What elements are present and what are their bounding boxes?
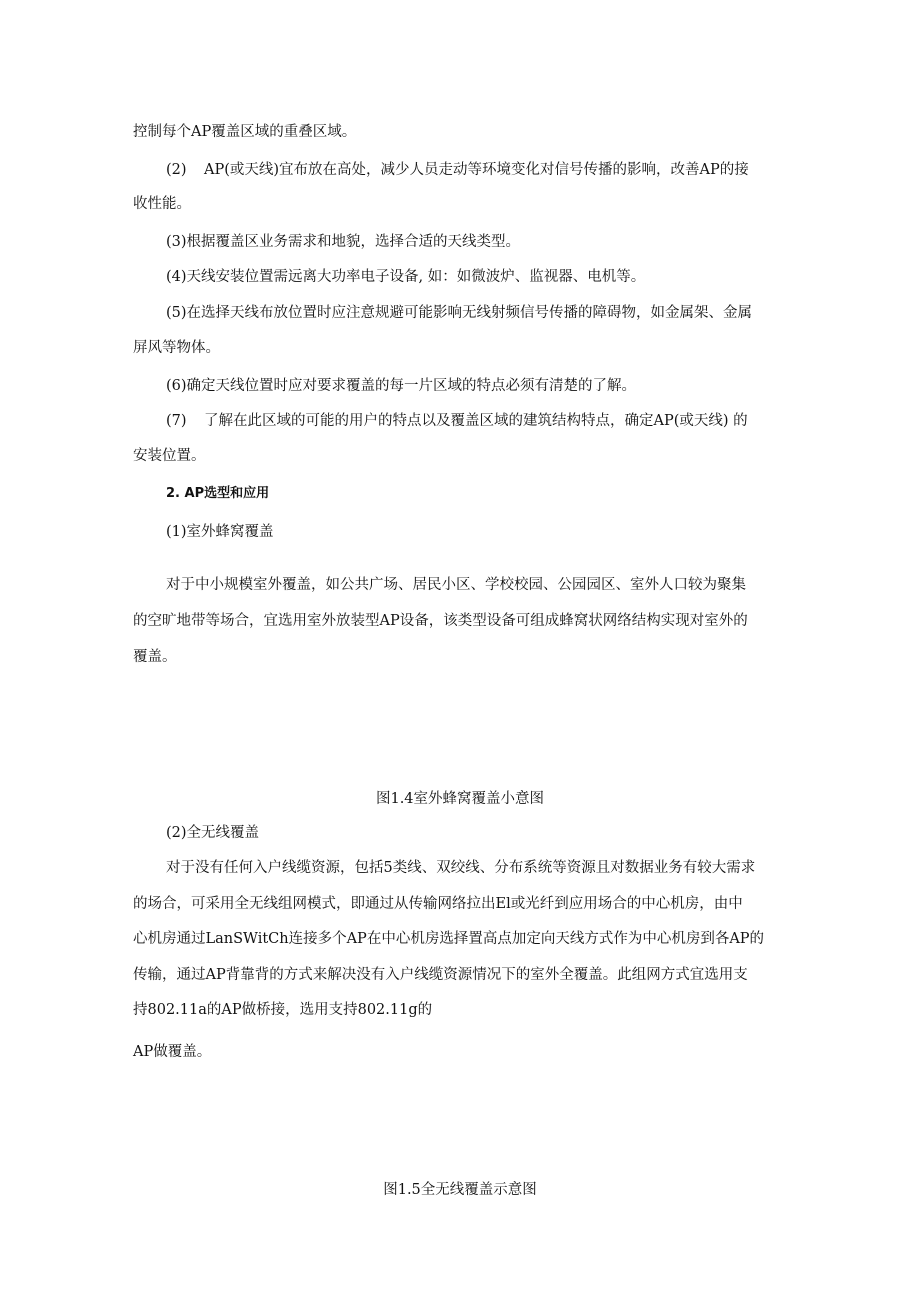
paragraph-line: 收性能。 xyxy=(133,196,191,212)
paragraph-line: 控制每个AP覆盖区域的重叠区域。 xyxy=(133,124,357,140)
list-item-4: (4)天线安装位置需远离大功率电子设备, 如：如微波炉、监视器、电机等。 xyxy=(166,269,646,285)
figure-caption: 图1.4室外蜂窝覆盖小意图 xyxy=(375,791,545,807)
paragraph-line: 对于中小规模室外覆盖，如公共广场、居民小区、学校校园、公园园区、室外人口较为聚集 xyxy=(166,577,746,593)
paragraph-line: 覆盖。 xyxy=(133,649,177,665)
paragraph-line: 安装位置。 xyxy=(133,448,206,464)
figure-caption: 图1.5全无线覆盖示意图 xyxy=(383,1182,537,1198)
list-number: (7) xyxy=(166,413,187,429)
list-text: 了解在此区域的可能的用户的特点以及覆盖区域的建筑结构特点，确定AP(或天线) 的 xyxy=(204,413,748,429)
list-item-7 xyxy=(166,411,748,431)
section-heading: 2. AP选型和应用 xyxy=(166,486,270,501)
paragraph-line: 对于没有任何入户线缆资源，包括5类线、双绞线、分布系统等资源且对数据业务有较大需求 xyxy=(166,860,756,876)
subsection-title: (1)室外蜂窝覆盖 xyxy=(166,524,274,540)
list-text: AP(或天线)宜布放在高处，减少人员走动等环境变化对信号传播的影响，改善AP的接 xyxy=(204,162,749,178)
list-item-5: (5)在选择天线布放位置时应注意规避可能影响无线射频信号传播的障碍物，如金属架、金属 xyxy=(166,305,753,321)
paragraph-line: 的场合，可采用全无线组网模式，即通过从传输网络拉出El或光纤到应用场合的中心机房，由中 xyxy=(133,896,743,912)
paragraph-line: AP做覆盖。 xyxy=(133,1044,212,1060)
paragraph-line: 的空旷地带等场合，宜选用室外放装型AP设备，该类型设备可组成蜂窝状网络结构实现对室外的 xyxy=(133,613,748,629)
list-item-2 xyxy=(166,160,749,180)
paragraph-line: 心机房通过LanSWitCh连接多个AP在中心机房选择置高点加定向天线方式作为中心机房到各AP的 xyxy=(133,931,765,947)
list-item-3: (3)根据覆盖区业务需求和地貌，选择合适的天线类型。 xyxy=(166,234,521,250)
paragraph-line: 传输，通过AP背靠背的方式来解决没有入户线缆资源情况下的室外全覆盖。此组网方式宜选用支 xyxy=(133,967,748,983)
paragraph-line: 持802.11a的AP做桥接，选用支持802.11g的 xyxy=(133,1002,433,1018)
list-item-6: (6)确定天线位置时应对要求覆盖的每一片区域的特点必须有清楚的了解。 xyxy=(166,378,637,394)
list-number: (2) xyxy=(166,162,187,178)
subsection-title: (2)全无线覆盖 xyxy=(166,825,260,841)
paragraph-line: 屏风等物体。 xyxy=(133,340,220,356)
